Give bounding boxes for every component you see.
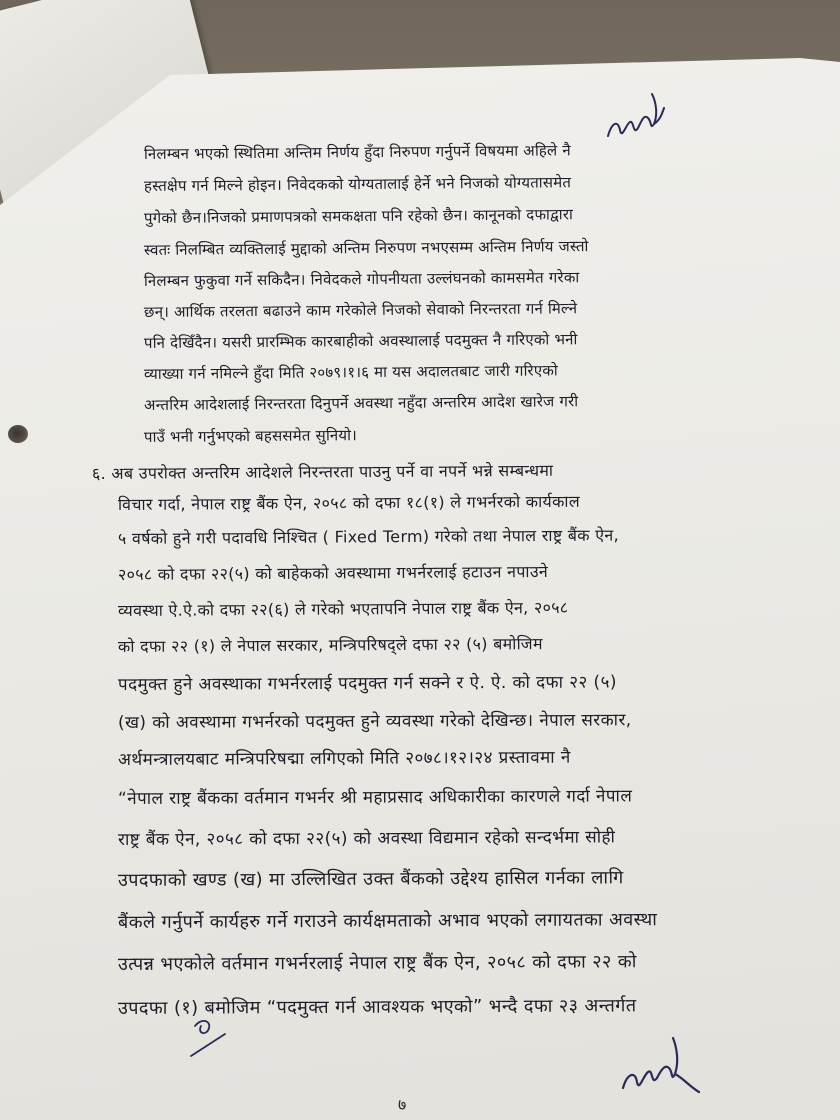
text-line: राष्ट्र बैंक ऐन, २०५८ को दफा २२(५) को अवस्था विद्यमान रहेको सन्दर्भमा सोही — [117, 827, 616, 850]
text-line: विचार गर्दा, नेपाल राष्ट्र बैंक ऐन, २०५८ को दफा १८(१) ले गभर्नरको कार्यकाल — [117, 491, 581, 514]
text-line: पदमुक्त हुने अवस्थाका गभर्नरलाई पदमुक्त गर्न सक्ने र ऐ. ऐ. को दफा २२ (५) — [117, 672, 617, 695]
text-line: पाउँ भनी गर्नुभएको बहससमेत सुनियो। — [143, 426, 358, 446]
text-line: अन्तरिम आदेशलाई निरन्तरता दिनुपर्ने अवस्था नहुँदा अन्तरिम आदेश खारेज गरी — [143, 392, 579, 414]
text-line: छन्। आर्थिक तरलता बढाउने काम गरेकोले निजको सेवाको निरन्तरता गर्न मिल्ने — [143, 299, 578, 321]
text-line: बैंकले गर्नुपर्ने कार्यहरु गर्ने गराउने कार्यक्षमताको अभाव भएको लगायतका अवस्था — [117, 909, 658, 933]
text-line: पुगेको छैन।निजको प्रमाणपत्रको समकक्षता पनि रहेको छैन। कानूनको दफाद्वारा — [143, 205, 574, 227]
text-line: व्यवस्था ऐ.ऐ.को दफा २२(६) ले गरेको भएतापनि नेपाल राष्ट्र बैंक ऐन, २०५८ — [117, 597, 569, 620]
text-line: निलम्बन फुकुवा गर्ने सकिदैन। निवेदकले गोपनीयता उल्लंघनको कामसमेत गरेका — [143, 268, 580, 290]
text-line: हस्तक्षेप गर्न मिल्ने होइन। निवेदकको योग्यतालाई हेर्ने भने निजको योग्यतासमेत — [143, 173, 572, 195]
page-number: ७ — [398, 1095, 407, 1114]
text-line: ६. अब उपरोक्त अन्तरिम आदेशले निरन्तरता पाउनु पर्ने वा नपर्ने भन्ने सम्बन्धमा — [91, 460, 554, 483]
text-line: पनि देखिँदैन। यसरी प्रारम्भिक कारबाहीको अवस्थालाई पदमुक्त नै गरिएको भनी — [143, 330, 578, 352]
text-line: को दफा २२ (१) ले नेपाल सरकार, मन्त्रिपरिषद्ले दफा २२ (५) बमोजिम — [117, 634, 543, 656]
text-line: व्याख्या गर्न नमिल्ने हुँदा मिति २०७९।१।६ मा यस अदालतबाट जारी गरिएको — [143, 361, 559, 383]
text-line: उपदफाको खण्ड (ख) मा उल्लिखित उक्त बैंकको उद्देश्य हासिल गर्नका लागि — [117, 867, 624, 891]
text-line: ५ वर्षको हुने गरी पदावधि निश्चित ( Fixed Term) गरेको तथा नेपाल राष्ट्र बैंक ऐन, — [117, 525, 620, 548]
text-line: उपदफा (१) बमोजिम “पदमुक्त गर्न आवश्यक भएको” भन्दै दफा २३ अन्तर्गत — [117, 995, 637, 1019]
text-line: (ख) को अवस्थामा गभर्नरको पदमुक्त हुने व्यवस्था गरेको देखिन्छ। नेपाल सरकार, — [117, 710, 632, 733]
text-line: निलम्बन भएको स्थितिमा अन्तिम निर्णय हुँदा निरुपण गर्नुपर्ने विषयमा अहिले नै — [143, 141, 571, 163]
text-line: “नेपाल राष्ट्र बैंकका वर्तमान गभर्नर श्री महाप्रसाद अधिकारीका कारणले गर्दा नेपाल — [117, 786, 633, 809]
text-line: स्वतः निलम्बित व्यक्तिलाई मुद्दाको अन्तिम निरुपण नभएसम्म अन्तिम निर्णय जस्तो — [143, 237, 589, 259]
text-line: २०५८ को दफा २२(५) को बाहेकको अवस्थामा गभर्नरलाई हटाउन नपाउने — [117, 561, 549, 584]
text-line: अर्थमन्त्रालयबाट मन्त्रिपरिषद्मा लगिएको मिति २०७८।१२।२४ प्रस्तावमा नै — [117, 747, 571, 770]
text-line: उत्पन्न भएकोले वर्तमान गभर्नरलाई नेपाल राष्ट्र बैंक ऐन, २०५८ को दफा २२ को — [117, 951, 637, 975]
